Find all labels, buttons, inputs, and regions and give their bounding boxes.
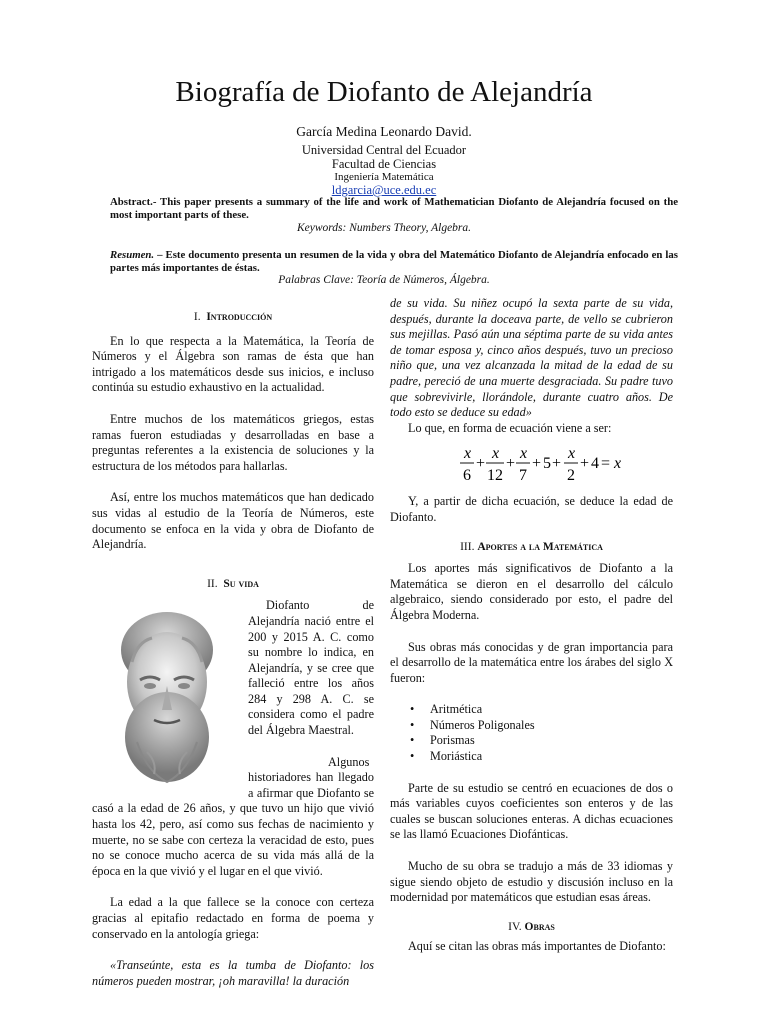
epitafio-part-1: «Transeúnte, esta es la tumba de Diofanto: los números pueden mostrar, ¡oh maravilla! la duración — [92, 958, 374, 988]
aportes-paragraph-1: Los aportes más significativos de Diofanto a la Matemática se dieron en el desarrollo del cálculo algebraico, siendo considerado por esto, el padre del Álgebra Moderna. — [390, 561, 673, 622]
section-number: I. — [193, 311, 201, 323]
obras-list — [390, 702, 673, 764]
equation-intro: Lo que, en forma de ecuación viene a ser: — [408, 420, 612, 435]
eq-x3: x — [520, 445, 528, 463]
eq-plus4: + — [552, 455, 562, 473]
intro-paragraph-1: En lo que respecta a la Matemática, la Teoría de Números y el Álgebra son ramas de ésta que han intrigado a los matemáticos desde sus inicios, e incluso continúa su estudio exhaustivo en la actualidad. — [92, 333, 374, 395]
section-title: Aportes a la Matemática — [477, 540, 603, 553]
eq-plus5: + — [580, 455, 590, 473]
vida-paragraph-2: Algunos historiadores han llegado a afirmar que Diofanto se casó a la edad de 26 años, y que tuvo un hijo que vivió hasta los 42, pero, así como sus fechas de nacimiento y muerte, no se sabe con certeza la veracidad de esto, pues no se conoce mucho acerca de su vida más allá de la época en la que vivió y el lugar en el que vivió. — [92, 754, 374, 878]
intro-paragraph-3: Así, entre los muchos matemáticos que han dedicado sus vidas al estudio de la Teoría de Números, este documento se enfoca en la vida y obra de Diofanto de Alejandría. — [92, 490, 374, 552]
eq-d3: 7 — [519, 467, 527, 485]
section-number: II. — [207, 577, 218, 590]
intro-paragraph-2: Entre muchos de los matemáticos griegos, estas ramas fueron estudiadas y desarrolladas en base a preguntas referentes a la existencia de soluciones y la estructura de los métodos para hallarlas. — [92, 411, 374, 473]
keywords-spanish: Palabras Clave: Teoría de Números, Álgebra. — [278, 274, 490, 286]
affiliation-program: Ingeniería Matemática — [334, 171, 434, 183]
eq-five: 5 — [543, 455, 551, 473]
list-item: • Aritmética — [430, 702, 673, 718]
vida-paragraph-1: Diofanto de Alejandría nació entre el 200 y 2015 A. C. como su nombre lo indica, en Alejandría, y se cree que falleció entre los años 284 y 298 A. C. se considera como el padre del Álgebra Maestral. — [248, 598, 374, 738]
section-heading-su-vida — [92, 577, 374, 593]
eq-d1: 6 — [463, 467, 471, 485]
author-name: García Medina Leonardo David. — [296, 124, 472, 139]
author-email-link[interactable]: ldgarcia@uce.edu.ec — [331, 183, 437, 197]
equation-graphic — [458, 440, 628, 490]
eq-equals: = — [601, 455, 611, 473]
eq-d2: 12 — [487, 467, 503, 485]
obras-paragraph-1: Aquí se citan las obras más importantes de Diofanto: — [408, 939, 666, 954]
eq-x1: x — [464, 445, 472, 463]
eq-plus3: + — [532, 455, 542, 473]
left-column — [92, 296, 374, 989]
paper-title: Biografía de Diofanto de Alejandría — [175, 76, 593, 108]
eq-x4: x — [568, 445, 576, 463]
eq-d4: 2 — [567, 467, 575, 485]
keywords-english: Keywords: Numbers Theory, Algebra. — [296, 222, 472, 234]
resumen-text: – Este documento presenta un resumen de la vida y obra del Matemático Diofanto de Alejandría enfocado en las partes más importantes de éstas. — [110, 249, 678, 274]
abstract-english: Abstract.- This paper presents a summary of the life and work of Mathematician Diofanto de Alejandría focused on the most important parts of these. — [110, 196, 678, 221]
aportes-paragraph-3: Parte de su estudio se centró en ecuaciones de dos o más variables cuyos coeficientes son enteros y de las cuales se buscan soluciones enteras. A dichas ecuaciones se las llamó Ecuaciones Diofánticas. — [390, 780, 673, 842]
age-equation — [390, 436, 673, 494]
list-item: • Números Poligonales — [430, 718, 673, 734]
list-item: • Porismas — [430, 733, 673, 749]
epitafio-part-2: de su vida. Su niñez ocupó la sexta parte de su vida, después, durante la doceava parte, de vello se cubrieron sus mejillas. Pasó aún una séptima parte de su vida antes de tomar esposa y, cinco años después, tuvo un precioso niño que, una vez alcanzada la mitad de la edad de su padre, pereció de una muerte desgraciada. Su padre tuvo que sobrevivirle, llorándole, durante cuatro años. De todo esto se deduce su edad» — [390, 296, 673, 420]
vida-paragraph-3: La edad a la que fallece se la conoce con certeza gracias al epitafio redactado en forma de poema y conservado en la antología griega: — [92, 895, 374, 941]
aportes-paragraph-2: Sus obras más conocidas y de gran importancia para el desarrollo de la matemática entre los árabes del siglo X fueron: — [390, 639, 673, 685]
eq-four: 4 — [591, 455, 599, 473]
aportes-paragraph-4: Mucho de su obra se tradujo a más de 33 idiomas y sigue siendo objeto de estudio y discusión incluso en la modernidad por matemáticos que estudian esas áreas. — [390, 859, 673, 905]
section-number: III. — [460, 540, 475, 553]
eq-rhs: x — [614, 455, 622, 473]
affiliation-faculty: Facultad de Ciencias — [331, 157, 437, 171]
section-number: IV. — [508, 920, 522, 933]
su-vida-block — [92, 598, 374, 879]
affiliation-university: Universidad Central del Ecuador — [301, 143, 467, 157]
section-title: Introducción — [206, 311, 273, 323]
eq-x2: x — [492, 445, 500, 463]
eq-plus2: + — [506, 455, 516, 473]
section-heading-aportes — [390, 540, 673, 556]
equation-after: Y, a partir de dicha ecuación, se deduce la edad de Diofanto. — [390, 494, 673, 524]
section-heading-obras — [390, 920, 673, 936]
resumen-spanish — [110, 249, 678, 274]
section-title: Su vida — [223, 577, 259, 590]
section-heading-introduccion — [92, 310, 374, 326]
list-item: • Moriástica — [430, 749, 673, 765]
right-column — [390, 296, 673, 955]
bust-of-diofanto-icon — [92, 602, 242, 792]
eq-plus1: + — [476, 455, 486, 473]
resumen-label: Resumen. — [110, 249, 155, 261]
section-title: Obras — [524, 920, 555, 933]
